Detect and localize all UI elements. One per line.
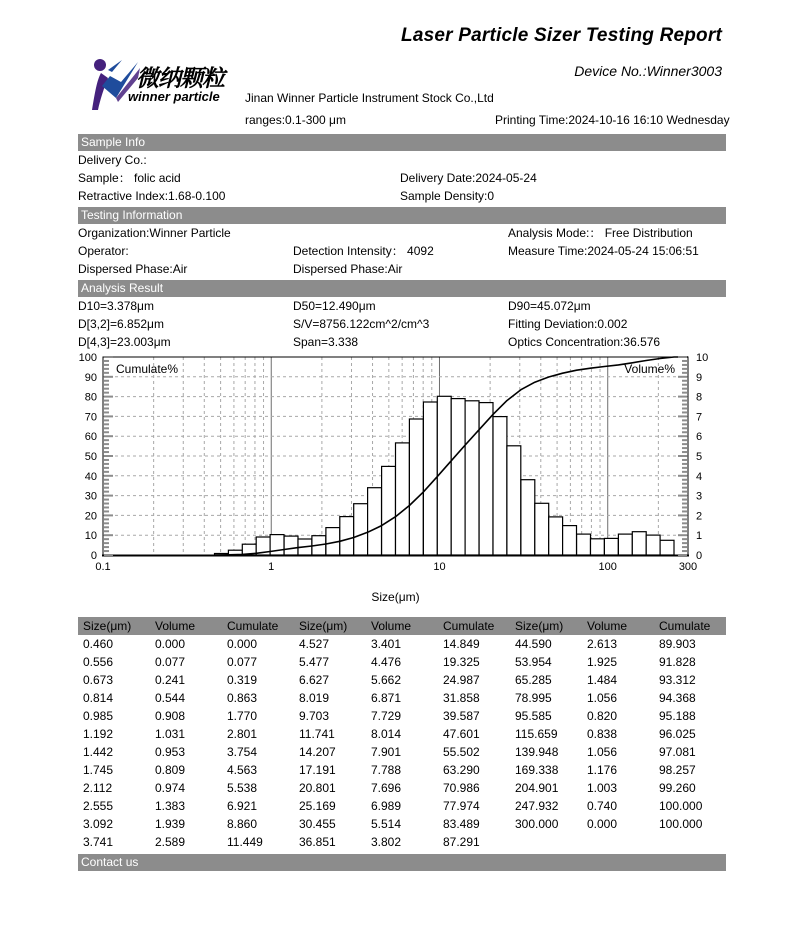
table-cell: 7.788 bbox=[371, 763, 402, 777]
table-cell: 78.995 bbox=[515, 691, 552, 705]
table-cell: 3.092 bbox=[83, 817, 114, 831]
left-y-tick-label: 30 bbox=[84, 490, 97, 503]
right-y-tick-label: 7 bbox=[696, 411, 703, 424]
right-y-tick-label: 2 bbox=[696, 510, 703, 523]
table-cell: 91.828 bbox=[659, 655, 696, 669]
table-cell: 0.838 bbox=[587, 727, 618, 741]
sample-name: Sample： folic acid bbox=[78, 171, 181, 185]
table-cell: 247.932 bbox=[515, 799, 559, 813]
left-y-tick-label: 0 bbox=[90, 550, 97, 562]
table-cell: 65.285 bbox=[515, 673, 552, 687]
winner-particle-logo bbox=[88, 56, 248, 112]
analysis-result-row bbox=[78, 297, 726, 315]
logo-chinese-text: 微纳颗粒 bbox=[136, 65, 224, 91]
table-cell: 20.801 bbox=[299, 781, 336, 795]
table-cell: 0.809 bbox=[155, 763, 186, 777]
right-y-tick-label: 10 bbox=[696, 352, 709, 364]
table-cell: 0.974 bbox=[155, 781, 186, 795]
table-row bbox=[78, 671, 726, 689]
table-cell: 3.401 bbox=[371, 637, 402, 651]
distribution-chart-svg bbox=[78, 351, 726, 609]
table-cell: 204.901 bbox=[515, 781, 559, 795]
testing-info-row bbox=[78, 224, 726, 242]
table-cell: 4.563 bbox=[227, 763, 258, 777]
table-cell: 0.077 bbox=[227, 655, 258, 669]
table-cell: 8.860 bbox=[227, 817, 258, 831]
fitting-deviation: Fitting Deviation:0.002 bbox=[508, 317, 628, 331]
result-table-header bbox=[78, 617, 726, 635]
table-cell: 70.986 bbox=[443, 781, 480, 795]
table-cell: 24.987 bbox=[443, 673, 480, 687]
report-body bbox=[78, 134, 726, 871]
table-cell: 2.112 bbox=[83, 781, 113, 795]
table-cell: 97.081 bbox=[659, 745, 696, 759]
left-y-tick-label: 50 bbox=[84, 451, 97, 463]
table-cell: 55.502 bbox=[443, 745, 480, 759]
left-y-tick-label: 70 bbox=[84, 411, 97, 424]
table-cell: 14.207 bbox=[299, 745, 336, 759]
table-cell: 95.585 bbox=[515, 709, 552, 723]
right-y-tick-label: 1 bbox=[696, 530, 703, 543]
delivery-date: Delivery Date:2024-05-24 bbox=[400, 171, 537, 185]
table-cell: 98.257 bbox=[659, 763, 696, 777]
table-cell: 3.754 bbox=[227, 745, 258, 759]
table-row bbox=[78, 635, 726, 653]
operator: Operator: bbox=[78, 244, 129, 258]
left-axis-label: Cumulate% bbox=[116, 362, 179, 376]
x-tick-label: 1 bbox=[268, 561, 275, 573]
right-y-tick-label: 6 bbox=[696, 431, 703, 444]
table-cell: 96.025 bbox=[659, 727, 696, 741]
result-table-body bbox=[78, 635, 726, 851]
d32-value: D[3,2]=6.852μm bbox=[78, 317, 164, 331]
section-header-analysis-result: Analysis Result bbox=[78, 280, 726, 297]
table-cell: 300.000 bbox=[515, 817, 559, 831]
x-tick-label: 0.1 bbox=[95, 561, 111, 573]
table-cell: 0.673 bbox=[83, 673, 114, 687]
right-axis-label: Volume% bbox=[624, 362, 675, 376]
section-header-contact-us: Contact us bbox=[78, 854, 726, 871]
table-cell: 36.851 bbox=[299, 835, 336, 849]
table-cell: 0.077 bbox=[155, 655, 186, 669]
sample-info-row bbox=[78, 151, 726, 169]
table-cell: 1.192 bbox=[83, 727, 114, 741]
table-cell: 0.000 bbox=[227, 637, 258, 651]
right-y-tick-label: 4 bbox=[696, 470, 703, 483]
table-cell: 0.556 bbox=[83, 655, 114, 669]
table-cell: 1.939 bbox=[155, 817, 186, 831]
section-header-testing-info: Testing Information bbox=[78, 207, 726, 224]
table-cell: 0.820 bbox=[587, 709, 618, 723]
table-column-header: Cumulate bbox=[443, 619, 495, 633]
table-cell: 63.290 bbox=[443, 763, 480, 777]
table-cell: 0.319 bbox=[227, 673, 258, 687]
sample-density: Sample Density:0 bbox=[400, 189, 495, 203]
table-cell: 11.449 bbox=[227, 835, 263, 849]
left-y-tick-label: 100 bbox=[78, 352, 97, 364]
table-cell: 139.948 bbox=[515, 745, 559, 759]
table-cell: 1.056 bbox=[587, 745, 618, 759]
d90-value: D90=45.072μm bbox=[508, 299, 591, 313]
table-cell: 3.802 bbox=[371, 835, 402, 849]
table-cell: 6.921 bbox=[227, 799, 258, 813]
analysis-result-row bbox=[78, 315, 726, 333]
dispersed-phase-1: Dispersed Phase:Air bbox=[78, 262, 188, 276]
table-column-header: Volume bbox=[587, 619, 628, 633]
table-cell: 100.000 bbox=[659, 799, 703, 813]
right-y-tick-label: 5 bbox=[696, 451, 703, 463]
table-cell: 0.814 bbox=[83, 691, 114, 705]
table-cell bbox=[654, 833, 726, 851]
table-cell: 169.338 bbox=[515, 763, 559, 777]
table-row bbox=[78, 833, 726, 851]
left-y-tick-label: 90 bbox=[84, 371, 97, 384]
d10-value: D10=3.378μm bbox=[78, 299, 154, 313]
table-cell: 1.056 bbox=[587, 691, 618, 705]
analysis-mode: Analysis Mode:： Free Distribution bbox=[508, 226, 693, 240]
left-y-tick-label: 80 bbox=[84, 391, 97, 404]
table-cell: 0.000 bbox=[587, 817, 618, 831]
d43-value: D[4,3]=23.003μm bbox=[78, 335, 171, 349]
x-tick-label: 300 bbox=[678, 561, 698, 573]
optics-concentration: Optics Concentration:36.576 bbox=[508, 335, 661, 349]
table-cell: 2.589 bbox=[155, 835, 186, 849]
table-cell: 100.000 bbox=[659, 817, 703, 831]
table-cell: 31.858 bbox=[443, 691, 480, 705]
particle-size-distribution-chart bbox=[78, 351, 726, 609]
table-cell bbox=[510, 833, 582, 851]
delivery-co: Delivery Co.: bbox=[78, 153, 147, 167]
printing-time: Printing Time:2024-10-16 16:10 Wednesday bbox=[495, 113, 730, 127]
table-cell: 0.000 bbox=[155, 637, 186, 651]
x-tick-label: 100 bbox=[598, 561, 617, 573]
left-y-tick-label: 40 bbox=[84, 470, 97, 483]
left-y-tick-label: 60 bbox=[84, 431, 97, 444]
table-cell: 1.003 bbox=[587, 781, 618, 795]
table-cell: 39.587 bbox=[443, 709, 480, 723]
table-cell: 8.014 bbox=[371, 727, 402, 741]
table-cell: 2.613 bbox=[587, 637, 618, 651]
table-cell: 0.953 bbox=[155, 745, 186, 759]
logo-english-text: winner particle bbox=[128, 89, 220, 104]
testing-info-row bbox=[78, 242, 726, 260]
table-cell: 4.527 bbox=[299, 637, 330, 651]
table-cell: 3.741 bbox=[83, 835, 114, 849]
table-cell: 1.442 bbox=[83, 745, 114, 759]
organization: Organization:Winner Particle bbox=[78, 226, 231, 240]
table-cell: 44.590 bbox=[515, 637, 552, 651]
left-y-tick-label: 20 bbox=[84, 510, 97, 523]
table-cell: 47.601 bbox=[443, 727, 480, 741]
table-cell: 5.538 bbox=[227, 781, 258, 795]
table-cell bbox=[582, 833, 654, 851]
table-column-header: Size(μm) bbox=[299, 619, 348, 633]
retractive-index: Retractive Index:1.68-0.100 bbox=[78, 189, 226, 203]
right-y-tick-label: 3 bbox=[696, 490, 703, 503]
table-column-header: Size(μm) bbox=[83, 619, 132, 633]
table-cell: 5.477 bbox=[299, 655, 330, 669]
measure-time: Measure Time:2024-05-24 15:06:51 bbox=[508, 244, 699, 258]
d50-value: D50=12.490μm bbox=[293, 299, 376, 313]
span-value: Span=3.338 bbox=[293, 335, 359, 349]
left-y-tick-label: 10 bbox=[84, 530, 97, 543]
table-cell: 1.925 bbox=[587, 655, 618, 669]
table-cell: 7.901 bbox=[371, 745, 402, 759]
analysis-result-row bbox=[78, 333, 726, 351]
table-row bbox=[78, 779, 726, 797]
table-cell: 5.662 bbox=[371, 673, 402, 687]
table-cell: 7.696 bbox=[371, 781, 402, 795]
table-column-header: Size(μm) bbox=[515, 619, 564, 633]
table-cell: 87.291 bbox=[443, 835, 480, 849]
table-column-header: Cumulate bbox=[227, 619, 279, 633]
table-cell: 1.031 bbox=[155, 727, 186, 741]
table-cell: 0.544 bbox=[155, 691, 186, 705]
ranges-text: ranges:0.1-300 μm bbox=[245, 113, 346, 127]
right-y-tick-label: 0 bbox=[696, 550, 703, 562]
table-cell: 4.476 bbox=[371, 655, 402, 669]
table-column-header: Cumulate bbox=[659, 619, 711, 633]
testing-info-row bbox=[78, 260, 726, 278]
table-column-header: Volume bbox=[155, 619, 196, 633]
table-cell: 2.555 bbox=[83, 799, 114, 813]
table-cell: 25.169 bbox=[299, 799, 336, 813]
table-cell: 95.188 bbox=[659, 709, 696, 723]
table-row bbox=[78, 707, 726, 725]
sample-info-row bbox=[78, 187, 726, 205]
sv-value: S/V=8756.122cm^2/cm^3 bbox=[293, 317, 430, 331]
table-cell: 7.729 bbox=[371, 709, 402, 723]
company-name: Jinan Winner Particle Instrument Stock Co.,Ltd bbox=[245, 91, 494, 105]
table-row bbox=[78, 797, 726, 815]
table-cell: 30.455 bbox=[299, 817, 336, 831]
table-cell: 94.368 bbox=[659, 691, 696, 705]
table-cell: 0.241 bbox=[155, 673, 186, 687]
table-cell: 1.770 bbox=[227, 709, 258, 723]
table-cell: 115.659 bbox=[515, 727, 558, 741]
table-cell: 1.176 bbox=[587, 763, 618, 777]
table-cell: 0.985 bbox=[83, 709, 114, 723]
table-cell: 6.871 bbox=[371, 691, 402, 705]
right-y-tick-label: 8 bbox=[696, 391, 703, 404]
table-cell: 53.954 bbox=[515, 655, 552, 669]
table-cell: 19.325 bbox=[443, 655, 480, 669]
table-row bbox=[78, 653, 726, 671]
table-cell: 93.312 bbox=[659, 673, 696, 687]
table-cell: 99.260 bbox=[659, 781, 696, 795]
table-cell: 6.627 bbox=[299, 673, 330, 687]
table-cell: 2.801 bbox=[227, 727, 258, 741]
device-number: Device No.:Winner3003 bbox=[574, 63, 722, 79]
table-cell: 0.460 bbox=[83, 637, 114, 651]
x-axis-label: Size(μm) bbox=[371, 590, 420, 604]
table-cell: 77.974 bbox=[443, 799, 480, 813]
detection-intensity: Detection Intensity： 4092 bbox=[293, 244, 434, 258]
table-row bbox=[78, 743, 726, 761]
table-cell: 11.741 bbox=[299, 727, 335, 741]
x-tick-label: 10 bbox=[433, 561, 446, 573]
table-cell: 8.019 bbox=[299, 691, 330, 705]
table-cell: 17.191 bbox=[299, 763, 336, 777]
table-cell: 89.903 bbox=[659, 637, 696, 651]
table-row bbox=[78, 689, 726, 707]
table-cell: 5.514 bbox=[371, 817, 402, 831]
table-cell: 6.989 bbox=[371, 799, 402, 813]
table-cell: 0.740 bbox=[587, 799, 618, 813]
table-row bbox=[78, 725, 726, 743]
table-cell: 0.908 bbox=[155, 709, 186, 723]
table-cell: 1.484 bbox=[587, 673, 618, 687]
table-cell: 1.745 bbox=[83, 763, 114, 777]
table-cell: 1.383 bbox=[155, 799, 186, 813]
table-row bbox=[78, 815, 726, 833]
section-header-sample-info: Sample Info bbox=[78, 134, 726, 151]
table-column-header: Volume bbox=[371, 619, 412, 633]
sample-info-row bbox=[78, 169, 726, 187]
table-cell: 83.489 bbox=[443, 817, 480, 831]
table-cell: 14.849 bbox=[443, 637, 480, 651]
table-cell: 0.863 bbox=[227, 691, 258, 705]
page-title: Laser Particle Sizer Testing Report bbox=[401, 25, 722, 46]
dispersed-phase-2: Dispersed Phase:Air bbox=[293, 262, 403, 276]
right-y-tick-label: 9 bbox=[696, 371, 703, 384]
table-cell: 9.703 bbox=[299, 709, 330, 723]
table-row bbox=[78, 761, 726, 779]
